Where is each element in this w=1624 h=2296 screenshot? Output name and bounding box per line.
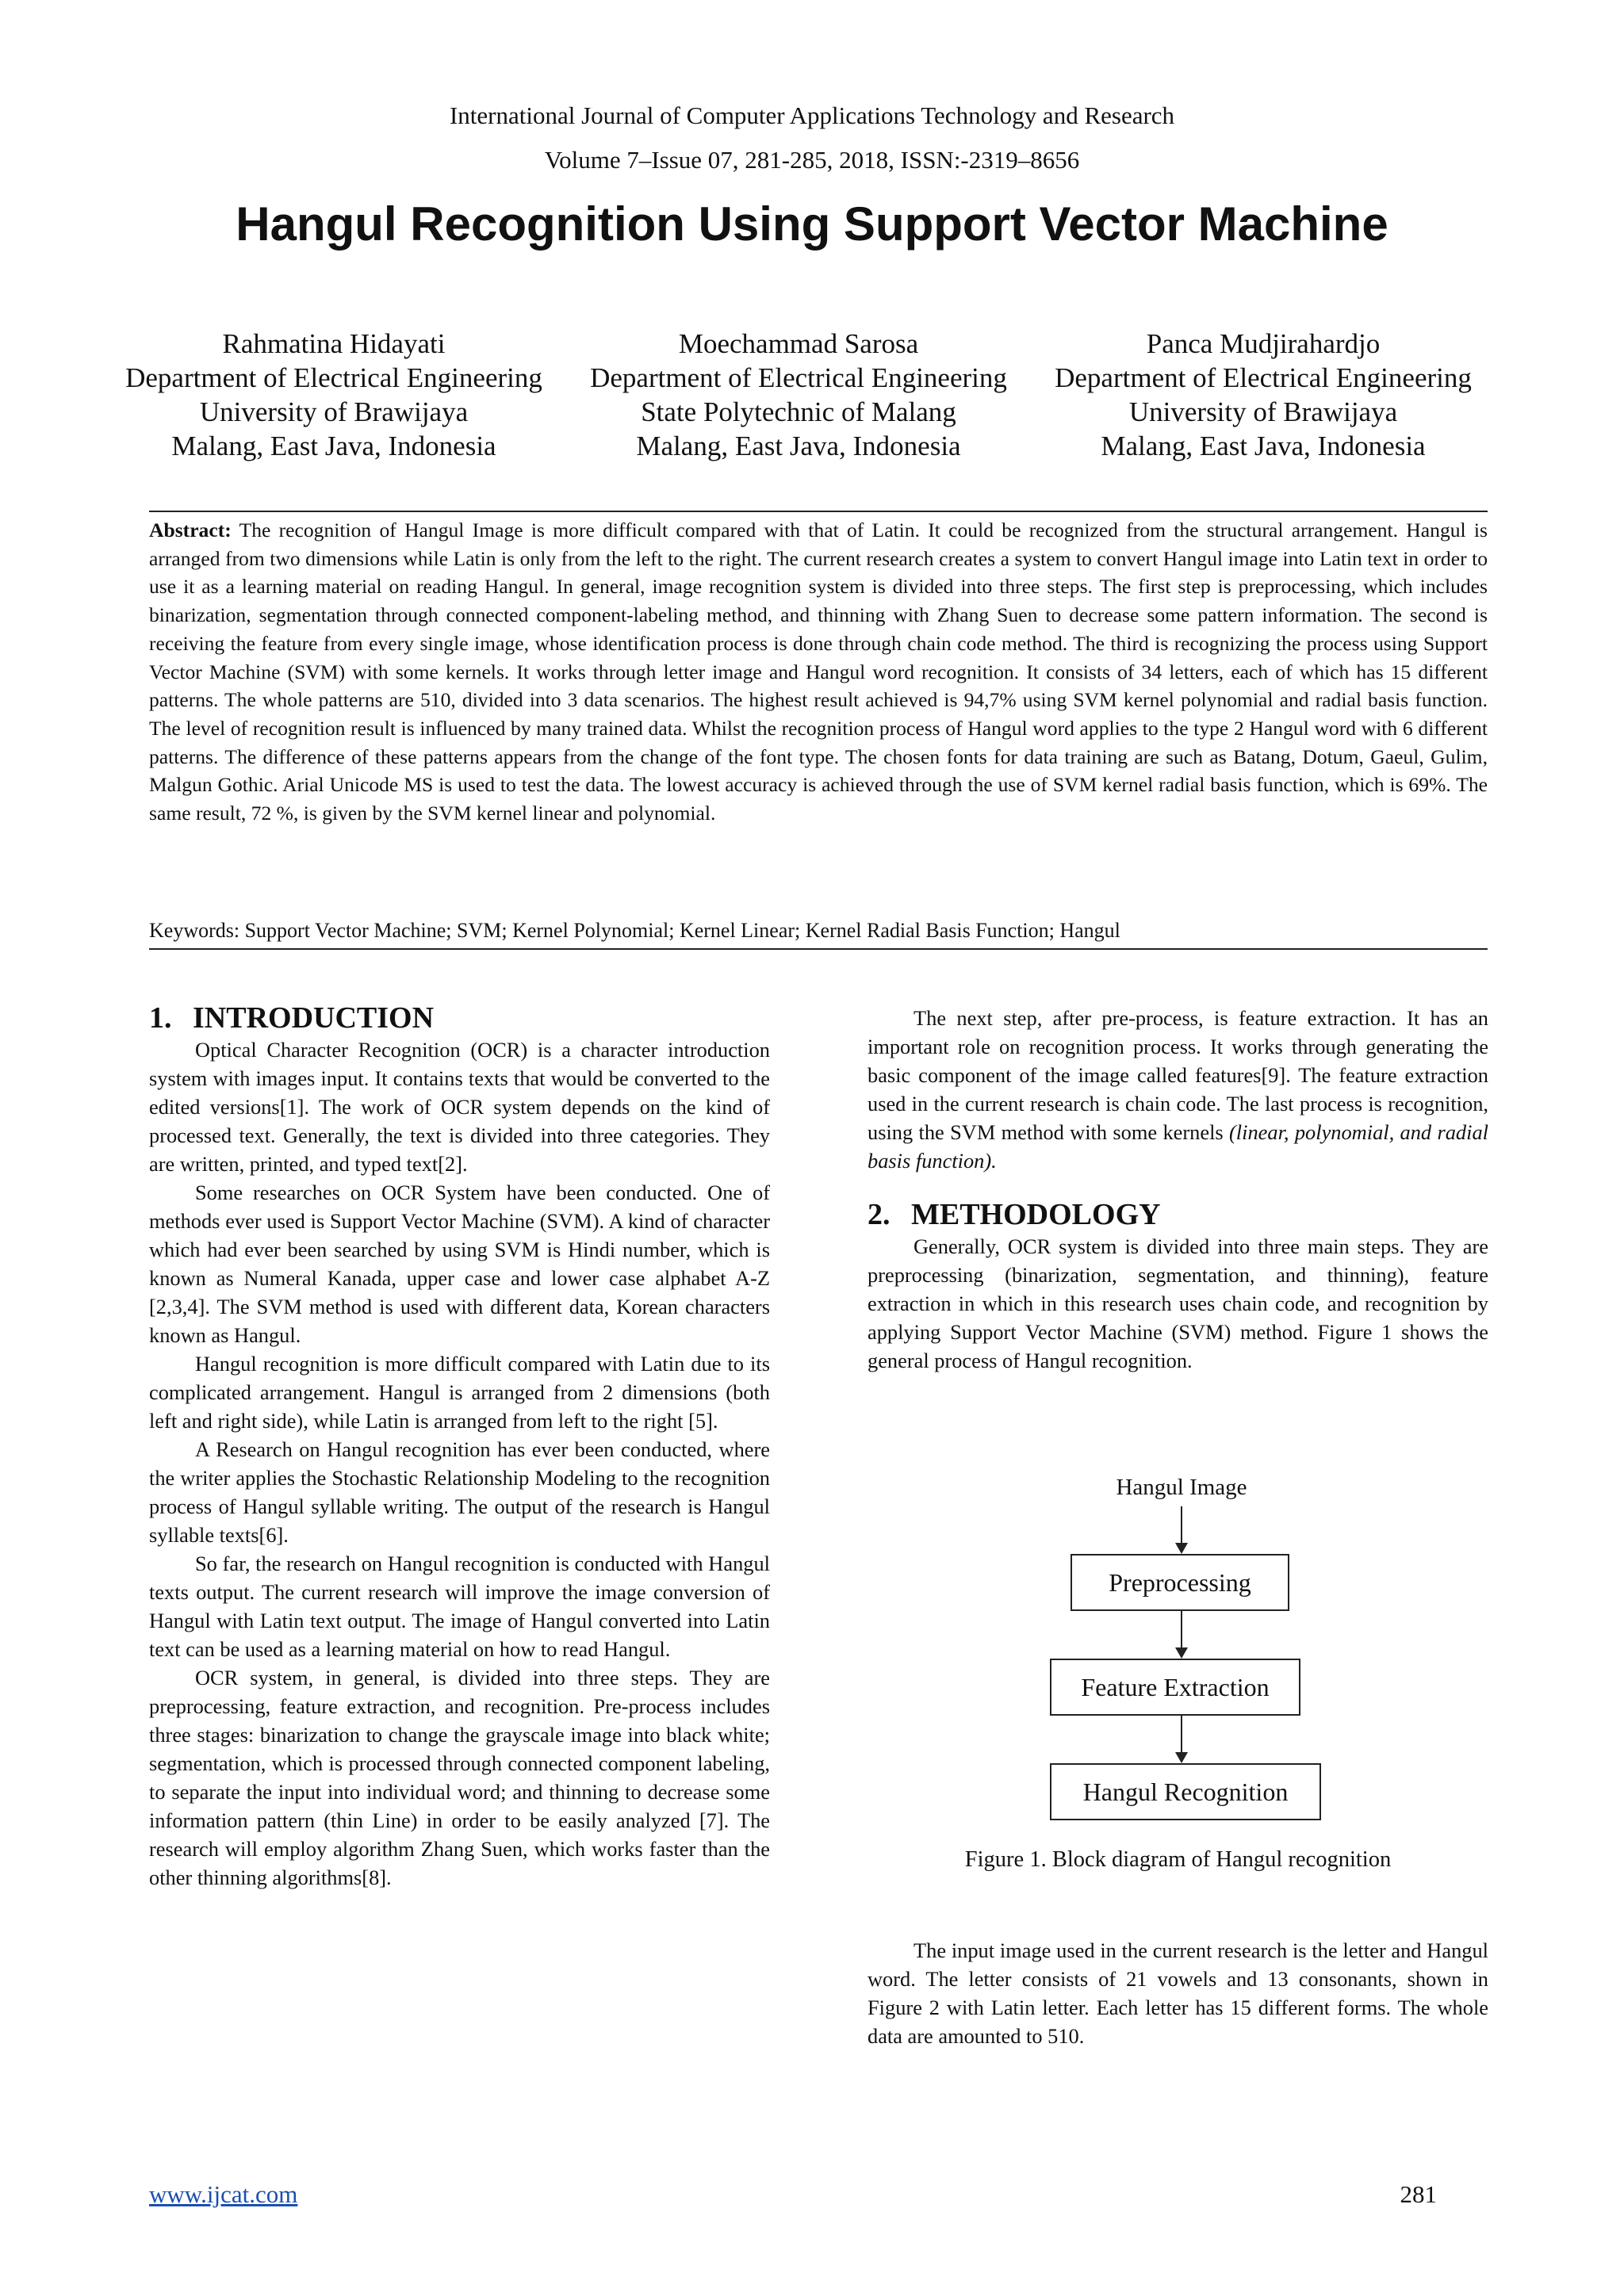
author-institution: University of Brawijaya xyxy=(199,396,469,427)
arrow xyxy=(1181,1506,1182,1543)
diagram-input-label: Hangul Image xyxy=(1116,1475,1247,1500)
diagram-box-hangul-recognition: Hangul Recognition xyxy=(1050,1763,1321,1820)
paragraph: A Research on Hangul recognition has ever been conducted, where the writer applies the Stochastic Relationship Modeling to the recognition process of Hangul syllable writing. The output of the research is Hangul syllable texts[6]. xyxy=(149,1437,770,1547)
paragraph: Some researches on OCR System have been conducted. One of methods ever used is Support Vector Machine (SVM). A kind of character which had ever been searched by using SVM is Hindi number, which is known as Numeral Kanada, upper case and lower case alphabet A-Z [2,3,4]. The SVM method is used with different data, Korean characters known as Hangul. xyxy=(149,1181,770,1347)
author-location: Malang, East Java, Indonesia xyxy=(171,430,496,461)
page-number: 281 xyxy=(1400,2180,1437,2208)
keywords: Keywords: Support Vector Machine; SVM; Kernel Polynomial; Kernel Linear; Kernel Radial Basis Function; Hangul xyxy=(149,919,1120,942)
journal-website-link[interactable]: www.ijcat.com xyxy=(149,2180,298,2208)
author-dept: Department of Electrical Engineering xyxy=(125,362,542,393)
paragraph: Generally, OCR system is divided into three main steps. They are preprocessing (binarization, segmentation, and thinning), feature extraction in which in this research uses chain code, and recognition by applying Support Vector Machine (SVM) method. Figure 1 shows the general process of Hangul recognition. xyxy=(868,1234,1488,1372)
diagram-box-feature-extraction: Feature Extraction xyxy=(1050,1659,1300,1716)
paragraph-text: The next step, after pre-process, is feature extraction. It has an important role on recognition process. It works through generating the basic component of the image called features[9]. The feature extraction used in the current research is chain code. The last process is recognition, using the SVM method with some kernels xyxy=(868,1006,1488,1144)
section-number: 1. xyxy=(149,1001,172,1035)
author-name: Rahmatina Hidayati xyxy=(222,328,446,359)
author-name: Panca Mudjirahardjo xyxy=(1146,328,1381,359)
divider xyxy=(149,948,1488,950)
author-name: Moechammad Sarosa xyxy=(678,328,919,359)
paragraph xyxy=(868,1004,1488,1175)
section-title: METHODOLOGY xyxy=(911,1198,1161,1231)
author-block xyxy=(561,327,1036,463)
left-column xyxy=(149,1001,770,1892)
author-dept: Department of Electrical Engineering xyxy=(590,362,1007,393)
arrow-head xyxy=(1175,1647,1188,1659)
author-dept: Department of Electrical Engineering xyxy=(1055,362,1472,393)
paragraph: So far, the research on Hangul recognition is conducted with Hangul texts output. The current research will improve the image conversion of Hangul with Latin text output. The image of Hangul converted into Latin text can be used as a learning material on how to read Hangul. xyxy=(149,1552,770,1661)
author-location: Malang, East Java, Indonesia xyxy=(636,430,961,461)
section-title: INTRODUCTION xyxy=(193,1001,435,1035)
author-location: Malang, East Java, Indonesia xyxy=(1101,430,1426,461)
abstract-label: Abstract: xyxy=(149,519,232,541)
author-block xyxy=(1025,327,1501,463)
diagram-box-preprocessing: Preprocessing xyxy=(1071,1554,1289,1611)
paragraph: Hangul recognition is more difficult compared with Latin due to its complicated arrangement. Hangul is arranged from 2 dimensions (both left and right side), while Latin is arranged from left to the right [5]. xyxy=(149,1352,770,1433)
kernel-list: (linear, polynomial, and radial basis function). xyxy=(868,1120,1488,1173)
right-column xyxy=(868,1004,1488,1375)
right-column-lower xyxy=(868,1936,1488,2050)
author-institution: University of Brawijaya xyxy=(1128,396,1398,427)
abstract xyxy=(149,516,1488,828)
section-heading-methodology xyxy=(868,1197,1488,1232)
arrow-head xyxy=(1175,1752,1188,1763)
divider xyxy=(149,511,1488,512)
abstract-text: The recognition of Hangul Image is more difficult compared with that of Latin. It could be recognized from the structural arrangement. Hangul is arranged from two dimensions while Latin is only from the left to the right. The current research creates a system to convert Hangul image into Latin text in order to use it as a learning material on reading Hangul. In general, image recognition system is divided into three steps. The first step is preprocessing, which includes binarization, segmentation through connected component-labeling method, and thinning with Zhang Suen to decrease some pattern information. The second is receiving the feature from every single image, whose identification process is done through chain code method. The third is recognizing the process using Support Vector Machine (SVM) with some kernels. It works through letter image and Hangul word recognition. It consists of 34 letters, each of which has 15 different patterns. The whole patterns are 510, divided into 3 data scenarios. The highest result achieved is 94,7% using SVM kernel polynomial and radial basis function. The level of recognition result is influenced by many trained data. Whilst the recognition process of Hangul word applies to the type 2 Hangul word with 6 different patterns. The difference of these patterns appears from the change of the font type. The chosen fonts for data training are such as Batang, Dotum, Gaeul, Gulim, Malgun Gothic. Arial Unicode MS is used to test the data. The lowest accuracy is achieved through the use of SVM kernel radial basis function, which is 69%. The same result, 72 %, is given by the SVM kernel linear and polynomial. xyxy=(149,519,1488,825)
journal-volume: Volume 7–Issue 07, 281-285, 2018, ISSN:-2319–8656 xyxy=(544,146,1080,174)
arrow-head xyxy=(1175,1543,1188,1554)
author-block xyxy=(96,327,572,463)
arrow xyxy=(1181,1716,1182,1752)
paragraph: Optical Character Recognition (OCR) is a character introduction system with images input. It contains texts that would be converted to the edited versions[1]. The work of OCR system depends on the kind of processed text. Generally, the text is divided into three categories. They are written, printed, and typed text[2]. xyxy=(149,1038,770,1176)
section-heading-introduction xyxy=(149,1001,770,1035)
author-institution: State Polytechnic of Malang xyxy=(641,396,956,427)
arrow xyxy=(1181,1611,1182,1647)
figure-caption: Figure 1. Block diagram of Hangul recognition xyxy=(964,1847,1392,1872)
paragraph: The input image used in the current research is the letter and Hangul word. The letter consists of 21 vowels and 13 consonants, shown in Figure 2 with Latin letter. Each letter has 15 different forms. The whole data are amounted to 510. xyxy=(868,1938,1488,2048)
section-number: 2. xyxy=(868,1198,891,1231)
journal-name: International Journal of Computer Applications Technology and Research xyxy=(449,101,1175,129)
paragraph: OCR system, in general, is divided into three steps. They are preprocessing, feature extraction, and recognition. Pre-process includes three stages: binarization to change the grayscale image into black white; segmentation, which is processed through connected component labeling, to separate the input into individual word; and thinning to decrease some information pattern (thin Line) in order to be easily analyzed [7]. The research will employ algorithm Zhang Suen, which works faster than the other thinning algorithms[8]. xyxy=(149,1666,770,1889)
paper-title: Hangul Recognition Using Support Vector Machine xyxy=(236,197,1388,251)
